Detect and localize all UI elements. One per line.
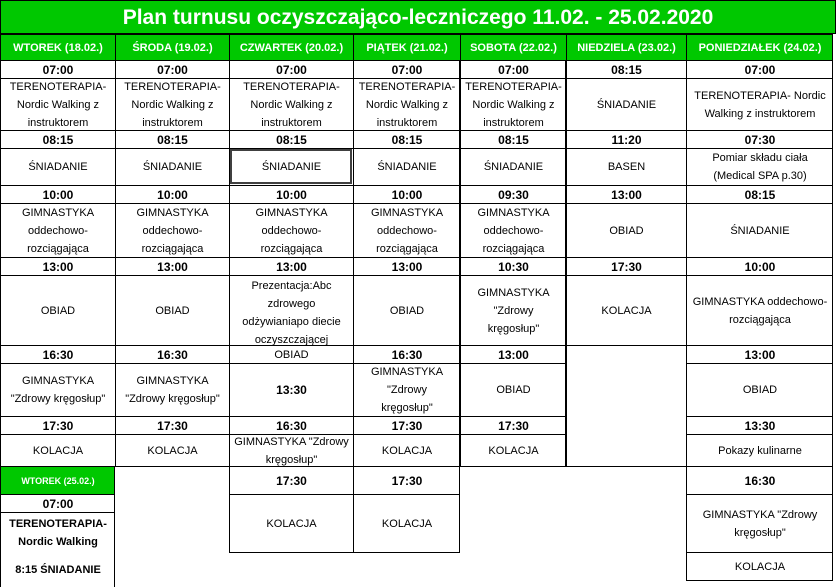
activity-cell[interactable]: OBIAD [686,363,833,416]
activity-cell[interactable]: GIMNASTYKA "Zdrowy kręgosłup" [229,434,353,466]
activity-cell[interactable]: OBIAD [115,275,229,345]
time-cell[interactable]: 11:20 [566,130,686,148]
time-cell[interactable]: 13:00 [353,257,460,275]
activity-cell[interactable]: ŚNIADANIE [460,148,566,185]
time-cell[interactable]: 13:00 [566,185,686,203]
time-cell[interactable]: 09:30 [460,185,566,203]
time-cell[interactable]: 08:15 [686,185,833,203]
time-cell[interactable]: 17:30 [566,257,686,275]
time-cell[interactable]: 13:00 [229,257,353,275]
time-cell[interactable]: 07:00 [229,60,353,78]
activity-cell[interactable]: TERENOTERAPIA- Nordic Walking z instruktorem [686,78,833,130]
activity-cell[interactable]: Pomiar składu ciała (Medical SPA p.30) [686,148,833,185]
time-cell[interactable]: 08:15 [460,130,566,148]
activity-cell[interactable]: ŚNIADANIE [0,148,115,185]
time-cell[interactable]: 08:15 [0,130,115,148]
column-divider [114,466,115,587]
activity-cell[interactable]: OBIAD [229,345,353,363]
time-cell[interactable]: 16:30 [115,345,229,363]
page-title: Plan turnusu oczyszczająco-leczniczego 11.02. - 25.02.2020 [0,0,836,34]
activity-cell[interactable]: ŚNIADANIE [353,148,460,185]
activity-cell[interactable]: BASEN [566,148,686,185]
time-cell[interactable]: 17:30 [0,416,115,434]
activity-cell[interactable]: ŚNIADANIE [686,203,833,257]
row-divider [229,552,460,553]
time-cell[interactable]: 16:30 [0,345,115,363]
day-header-wednesday[interactable]: ŚRODA (19.02.) [115,34,229,60]
activity-cell[interactable]: 8:15 ŚNIADANIE [0,552,115,587]
activity-cell[interactable]: GIMNASTYKA "Zdrowy kręgosłup" [686,494,833,552]
time-cell[interactable]: 07:00 [460,60,566,78]
row-divider [115,466,229,467]
time-cell[interactable]: 17:30 [115,416,229,434]
time-cell[interactable]: 17:30 [353,466,460,494]
activity-cell[interactable]: OBIAD [566,203,686,257]
activity-cell[interactable]: GIMNASTYKA oddechowo- rozciągająca [229,203,353,257]
activity-cell[interactable]: GIMNASTYKA oddechowo- rozciągająca [460,203,566,257]
activity-cell[interactable]: KOLACJA [115,434,229,466]
time-cell[interactable]: 08:15 [229,130,353,148]
activity-cell[interactable]: GIMNASTYKA "Zdrowy kręgosłup" [460,275,566,345]
time-cell[interactable]: 07:00 [0,60,115,78]
time-cell[interactable]: 10:30 [460,257,566,275]
day-header-sunday[interactable]: NIEDZIELA (23.02.) [566,34,686,60]
activity-cell[interactable]: GIMNASTYKA oddechowo- rozciągająca [0,203,115,257]
activity-cell[interactable]: ŚNIADANIE [115,148,229,185]
time-cell[interactable]: 07:30 [686,130,833,148]
column-divider [686,466,687,581]
time-cell[interactable]: 13:00 [115,257,229,275]
time-cell[interactable]: 07:00 [115,60,229,78]
activity-cell[interactable]: GIMNASTYKA oddechowo- rozciągająca [115,203,229,257]
column-divider [459,60,460,553]
time-cell[interactable]: 10:00 [353,185,460,203]
activity-cell[interactable]: TERENOTERAPIA- Nordic Walking z instruktorem [229,78,353,130]
activity-cell[interactable]: Pokazy kulinarne [686,434,833,466]
table-right-border [832,34,833,581]
activity-cell[interactable]: OBIAD [0,275,115,345]
time-cell[interactable]: 10:00 [686,257,833,275]
time-cell[interactable]: 10:00 [229,185,353,203]
activity-cell[interactable]: GIMNASTYKA "Zdrowy kręgosłup" [353,363,460,416]
activity-cell[interactable]: TERENOTERAPIA- Nordic Walking z instruktorem [0,78,115,130]
activity-cell-selected[interactable]: ŚNIADANIE [229,148,353,185]
activity-cell[interactable]: GIMNASTYKA oddechowo- rozciągająca [353,203,460,257]
row-divider [566,466,686,467]
activity-cell[interactable]: TERENOTERAPIA- Nordic Walking z instruktorem [115,78,229,130]
activity-cell[interactable]: OBIAD [353,275,460,345]
time-cell[interactable]: 17:30 [460,416,566,434]
empty-cell[interactable] [566,345,686,466]
activity-cell[interactable]: GIMNASTYKA oddechowo- rozciągająca [686,275,833,345]
activity-cell[interactable]: KOLACJA [353,494,460,552]
day-header-friday[interactable]: PIĄTEK (21.02.) [353,34,460,60]
time-cell[interactable]: 17:30 [229,466,353,494]
row-divider [686,580,833,581]
extra-day-header[interactable]: WTOREK (25.02.) [0,466,115,494]
time-cell[interactable]: 16:30 [229,416,353,434]
time-cell[interactable]: 13:00 [686,345,833,363]
day-header-saturday[interactable]: SOBOTA (22.02.) [460,34,566,60]
time-cell[interactable]: 08:15 [566,60,686,78]
activity-cell[interactable]: TERENOTERAPIA- Nordic Walking [0,512,115,552]
time-cell[interactable]: 13:00 [460,345,566,363]
time-cell[interactable]: 13:30 [229,363,353,416]
time-cell[interactable]: 17:30 [353,416,460,434]
activity-cell[interactable]: KOLACJA [566,275,686,345]
row-divider [460,466,566,467]
activity-cell[interactable]: TERENOTERAPIA- Nordic Walking z instruktorem [353,78,460,130]
time-cell[interactable]: 07:00 [0,494,115,512]
time-cell[interactable]: 08:15 [115,130,229,148]
time-cell[interactable]: 10:00 [115,185,229,203]
time-cell[interactable]: 08:15 [353,130,460,148]
time-cell[interactable]: 07:00 [686,60,833,78]
time-cell[interactable]: 07:00 [353,60,460,78]
activity-cell[interactable]: KOLACJA [0,434,115,466]
activity-cell[interactable]: ŚNIADANIE [566,78,686,130]
activity-cell[interactable]: OBIAD [460,363,566,416]
time-cell[interactable]: 10:00 [0,185,115,203]
day-header-tuesday[interactable]: WTOREK (18.02.) [0,34,115,60]
activity-cell[interactable]: GIMNASTYKA "Zdrowy kręgosłup" [115,363,229,416]
activity-cell[interactable]: KOLACJA [686,552,833,580]
activity-cell[interactable]: TERENOTERAPIA- Nordic Walking z instruktorem [460,78,566,130]
time-cell[interactable]: 13:00 [0,257,115,275]
time-cell[interactable]: 16:30 [353,345,460,363]
time-cell[interactable]: 16:30 [686,466,833,494]
activity-cell[interactable]: KOLACJA [353,434,460,466]
day-header-monday[interactable]: PONIEDZIAŁEK (24.02.) [686,34,833,60]
activity-cell[interactable]: KOLACJA [229,494,353,552]
time-cell[interactable]: 13:30 [686,416,833,434]
activity-cell[interactable]: KOLACJA [460,434,566,466]
activity-cell[interactable]: Prezentacja:Abc zdrowego odżywianiapo diecie oczyszczającej [229,275,353,345]
column-divider [565,60,566,467]
day-header-thursday[interactable]: CZWARTEK (20.02.) [229,34,353,60]
activity-cell[interactable]: GIMNASTYKA "Zdrowy kręgosłup" [0,363,115,416]
